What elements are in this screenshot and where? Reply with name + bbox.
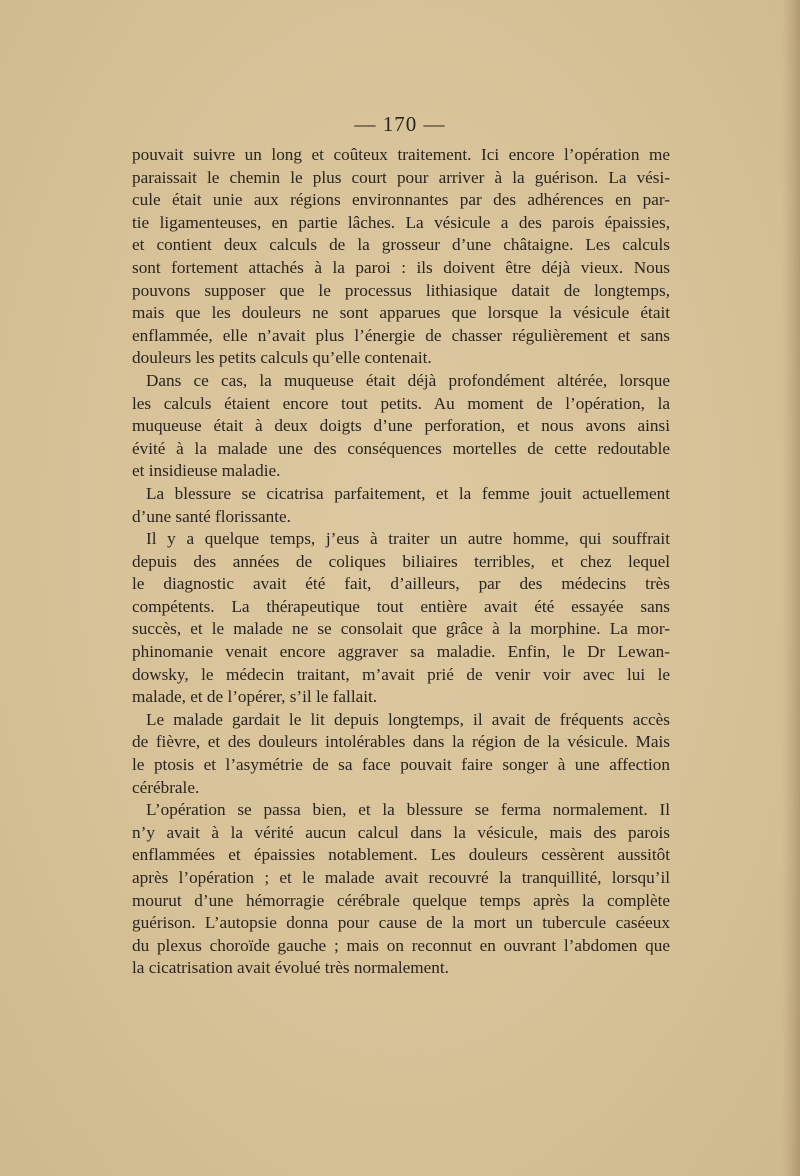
paragraph: [132, 799, 670, 980]
text-line: de fièvre, et des douleurs intolérables dans la région de la vésicule. Mais: [132, 732, 670, 752]
paragraph: [132, 528, 670, 709]
text-line: le ptosis et l’asymétrie de sa face pouvait faire songer à une affection: [132, 755, 670, 775]
text-line: du plexus choroïde gauche ; mais on reconnut en ouvrant l’abdomen que: [132, 935, 670, 955]
body-text: [132, 144, 670, 980]
text-line: phinomanie venait encore aggraver sa maladie. Enfin, le Dr Lewan-: [132, 642, 670, 662]
text-line: mourut d’une hémorragie cérébrale quelque temps après la complète: [132, 890, 670, 910]
text-line: enflammées et épaissies notablement. Les douleurs cessèrent aussitôt: [132, 845, 670, 865]
text-line: malade, et de l’opérer, s’il le fallait.: [132, 687, 378, 707]
text-line: d’une santé florissante.: [132, 506, 291, 526]
page-number: — 170 —: [354, 112, 446, 136]
text-line: douleurs les petits calculs qu’elle contenait.: [132, 348, 432, 368]
text-line: L’opération se passa bien, et la blessure se ferma normalement. Il: [146, 800, 670, 820]
text-line: cérébrale.: [132, 777, 200, 797]
page-edge-shadow: [782, 0, 800, 1176]
text-line: compétents. La thérapeutique tout entière avait été essayée sans: [132, 596, 670, 616]
text-line: sont fortement attachés à la paroi : ils doivent être déjà vieux. Nous: [132, 257, 670, 277]
text-line: le diagnostic avait été fait, d’ailleurs, par des médecins très: [132, 574, 670, 594]
paragraph: [132, 144, 670, 370]
text-line: succès, et le malade ne se consolait que grâce à la morphine. La mor-: [132, 619, 670, 639]
text-line: pouvons supposer que le processus lithiasique datait de longtemps,: [132, 280, 670, 300]
text-line: après l’opération ; et le malade avait recouvré la tranquillité, lorsqu’il: [132, 868, 670, 887]
text-line: enflammée, elle n’avait plus l’énergie de chasser régulièrement et sans: [132, 325, 670, 345]
text-line: la cicatrisation avait évolué très normalement.: [132, 958, 449, 978]
text-line: paraissait le chemin le plus court pour arriver à la guérison. La vési-: [132, 167, 670, 187]
text-line: évité à la malade une des conséquences mortelles de cette redoutable: [132, 438, 670, 458]
paragraph: [132, 370, 670, 483]
text-line: cule était unie aux régions environnantes par des adhérences en par-: [132, 190, 670, 210]
text-line: n’y avait à la vérité aucun calcul dans la vésicule, mais des parois: [132, 822, 670, 842]
text-line: Le malade gardait le lit depuis longtemps, il avait de fréquents accès: [146, 709, 670, 729]
paragraph: [132, 709, 670, 799]
text-line: guérison. L’autopsie donna pour cause de la mort un tubercule caséeux: [132, 913, 670, 933]
text-line: Il y a quelque temps, j’eus à traiter un autre homme, qui souffrait: [146, 529, 670, 549]
text-line: les calculs étaient encore tout petits. Au moment de l’opération, la: [132, 393, 670, 413]
paragraph: [132, 483, 670, 528]
text-line: dowsky, le médecin traitant, m’avait prié de venir voir avec lui le: [132, 664, 670, 684]
text-line: Dans ce cas, la muqueuse était déjà profondément altérée, lorsque: [146, 370, 670, 390]
text-line: La blessure se cicatrisa parfaitement, et la femme jouit actuellement: [146, 483, 670, 503]
text-line: et contient deux calculs de la grosseur d’une châtaigne. Les calculs: [132, 235, 670, 255]
text-line: et insidieuse maladie.: [132, 461, 281, 481]
text-line: pouvait suivre un long et coûteux traitement. Ici encore l’opération me: [132, 145, 670, 164]
text-line: mais que les douleurs ne sont apparues que lorsque la vésicule était: [132, 303, 670, 323]
text-line: tie ligamenteuses, en partie lâches. La vésicule a des parois épaissies,: [132, 212, 670, 232]
text-line: depuis des années de coliques biliaires terribles, et chez lequel: [132, 551, 670, 571]
text-line: muqueuse était à deux doigts d’une perforation, et nous avons ainsi: [132, 416, 670, 436]
